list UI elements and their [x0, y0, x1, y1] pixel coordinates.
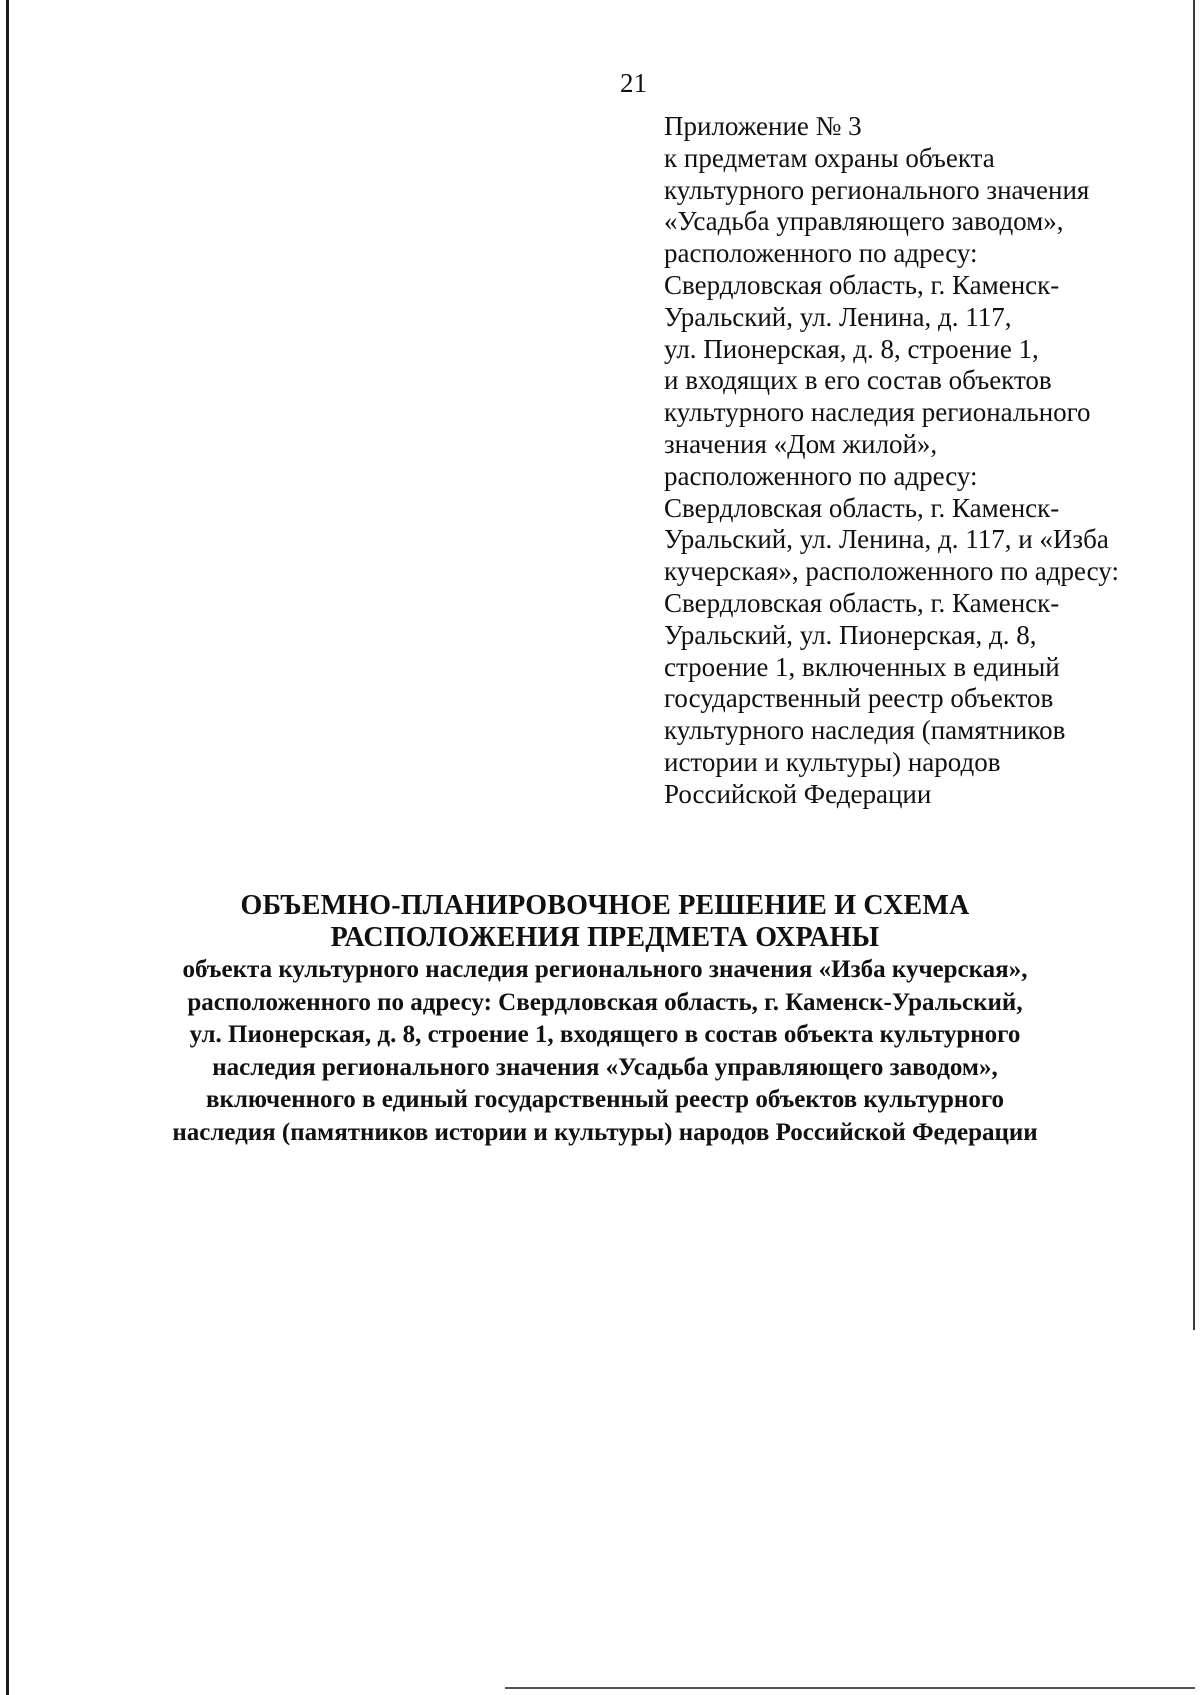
- annex-line: Уральский, ул. Ленина, д. 117, и «Изба: [664, 524, 1109, 555]
- annex-line: государственный реестр объектов: [664, 683, 1054, 714]
- heading-title-line: РАСПОЛОЖЕНИЯ ПРЕДМЕТА ОХРАНЫ: [330, 922, 880, 953]
- annex-line: Уральский, ул. Пионерская, д. 8,: [664, 619, 1037, 650]
- annex-line: культурного наследия регионального: [664, 397, 1091, 428]
- annex-line: Уральский, ул. Ленина, д. 117,: [664, 301, 1012, 332]
- annex-line: кучерская», расположенного по адресу:: [664, 556, 1119, 587]
- annex-line: истории и культуры) народов: [664, 746, 1001, 777]
- annex-line: Свердловская область, г. Каменск-: [664, 492, 1060, 523]
- document-heading: [60, 890, 1150, 1149]
- annex-line: строение 1, включенных в единый: [664, 651, 1060, 682]
- annex-line: значения «Дом жилой»,: [664, 428, 938, 459]
- heading-subtitle-line: ул. Пионерская, д. 8, строение 1, входящего в состав объекта культурного: [189, 1021, 1021, 1048]
- annex-block: [664, 111, 1184, 811]
- annex-line: культурного наследия (памятников: [664, 715, 1066, 746]
- scan-edge-right: [1193, 0, 1195, 1330]
- annex-line: расположенного по адресу:: [664, 238, 978, 269]
- annex-line: Приложение № 3: [664, 111, 862, 141]
- heading-subtitle-line: наследия (памятников истории и культуры) народов Российской Федерации: [172, 1118, 1038, 1146]
- page-number: 21: [620, 68, 647, 98]
- annex-line: к предметам охраны объекта: [664, 142, 995, 173]
- annex-line: «Усадьба управляющего заводом»,: [664, 206, 1064, 237]
- scan-edge-bottom: [505, 1687, 1195, 1689]
- heading-subtitle-line: объекта культурного наследия регионального значения «Изба кучерская»,: [182, 956, 1028, 983]
- annex-line: Российской Федерации: [664, 778, 932, 809]
- annex-line: и входящих в его состав объектов: [664, 365, 1052, 396]
- heading-title-line: ОБЪЕМНО-ПЛАНИРОВОЧНОЕ РЕШЕНИЕ И СХЕМА: [240, 890, 970, 921]
- heading-subtitle-line: включенного в единый государственный реестр объектов культурного: [205, 1086, 1005, 1113]
- annex-line: культурного регионального значения: [664, 174, 1090, 205]
- heading-subtitle-line: расположенного по адресу: Свердловская область, г. Каменск-Уральский,: [187, 988, 1023, 1016]
- annex-line: ул. Пионерская, д. 8, строение 1,: [664, 333, 1039, 364]
- annex-line: Свердловская область, г. Каменск-: [664, 587, 1060, 618]
- annex-line: расположенного по адресу:: [664, 460, 978, 491]
- heading-subtitle-line: наследия регионального значения «Усадьба управляющего заводом»,: [212, 1053, 998, 1081]
- scan-edge-left: [6, 0, 9, 1695]
- annex-line: Свердловская область, г. Каменск-: [664, 269, 1060, 300]
